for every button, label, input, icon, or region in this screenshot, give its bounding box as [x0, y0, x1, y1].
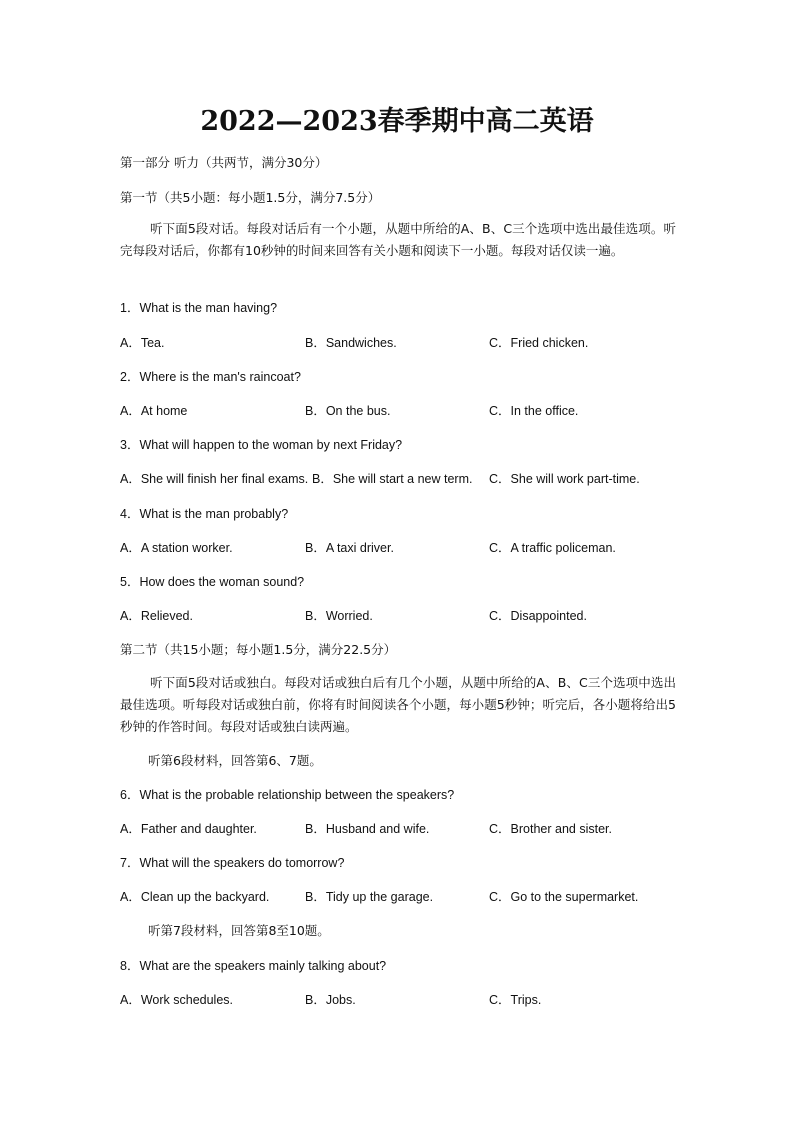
question-3: 3．What will happen to the woman by next Friday? — [120, 438, 403, 452]
q3-option-b: B．She will start a new term. — [312, 472, 473, 486]
part1-heading: 第一部分 听力（共两节，满分30分） — [120, 155, 328, 170]
q3-option-a: A．She will finish her final exams. — [120, 472, 309, 486]
q4-option-a: A．A station worker. — [120, 541, 233, 555]
q1-option-b: B．Sandwiches. — [305, 336, 397, 350]
question-7: 7．What will the speakers do tomorrow? — [120, 856, 345, 870]
q4-option-c: C．A traffic policeman. — [489, 541, 616, 555]
q7-option-c: C．Go to the supermarket. — [489, 890, 639, 904]
question-8: 8．What are the speakers mainly talking about? — [120, 959, 387, 973]
q5-option-a: A．Relieved. — [120, 609, 193, 623]
section2-instructions: 听下面5段对话或独白。每段对话或独白后有几个小题，从题中所给的A、B、C三个选项中选出最佳选项。听每段对话或独白前，你将有时间阅读各个小题，每小题5秒钟；听完后，各小题将给出5秒钟的作答时间。每段对话或独白读两遍。 — [120, 675, 676, 734]
q2-option-c: C．In the office. — [489, 404, 579, 418]
q5-option-c: C．Disappointed. — [489, 609, 587, 623]
q4-option-b: B．A taxi driver. — [305, 541, 394, 555]
q6-option-b: B．Husband and wife. — [305, 822, 430, 836]
q7-option-a: A．Clean up the backyard. — [120, 890, 270, 904]
q6-option-c: C．Brother and sister. — [489, 822, 612, 836]
material-6-note: 听第6段材料，回答第6、7题。 — [148, 753, 322, 768]
section1-instructions: 听下面5段对话。每段对话后有一个小题，从题中所给的A、B、C三个选项中选出最佳选项。听完每段对话后，你都有10秒钟的时间来回答有关小题和阅读下一小题。每段对话仅读一遍。 — [120, 221, 676, 258]
q7-option-b: B．Tidy up the garage. — [305, 890, 434, 904]
q8-option-c: C．Trips. — [489, 993, 542, 1007]
question-1: 1．What is the man having? — [120, 301, 278, 315]
question-5: 5．How does the woman sound? — [120, 575, 305, 589]
q2-option-b: B．On the bus. — [305, 404, 391, 418]
question-4: 4．What is the man probably? — [120, 507, 289, 521]
q8-option-b: B．Jobs. — [305, 993, 356, 1007]
q1-option-a: A．Tea. — [120, 336, 165, 350]
question-2: 2．Where is the man's raincoat? — [120, 370, 301, 384]
q6-option-a: A．Father and daughter. — [120, 822, 257, 836]
section1-heading: 第一节（共5小题：每小题1.5分，满分7.5分） — [120, 190, 381, 205]
q3-option-c: C．She will work part-time. — [489, 472, 640, 486]
q5-option-b: B．Worried. — [305, 609, 373, 623]
material-7-note: 听第7段材料，回答第8至10题。 — [148, 923, 330, 938]
page-title: 2022—2023春季期中高二英语 — [200, 106, 594, 137]
section2-heading: 第二节（共15小题；每小题1.5分，满分22.5分） — [120, 642, 397, 657]
q8-option-a: A．Work schedules. — [120, 993, 234, 1007]
q2-option-a: A．At home — [120, 404, 188, 418]
q1-option-c: C．Fried chicken. — [489, 336, 589, 350]
question-6: 6．What is the probable relationship between the speakers? — [120, 788, 455, 802]
